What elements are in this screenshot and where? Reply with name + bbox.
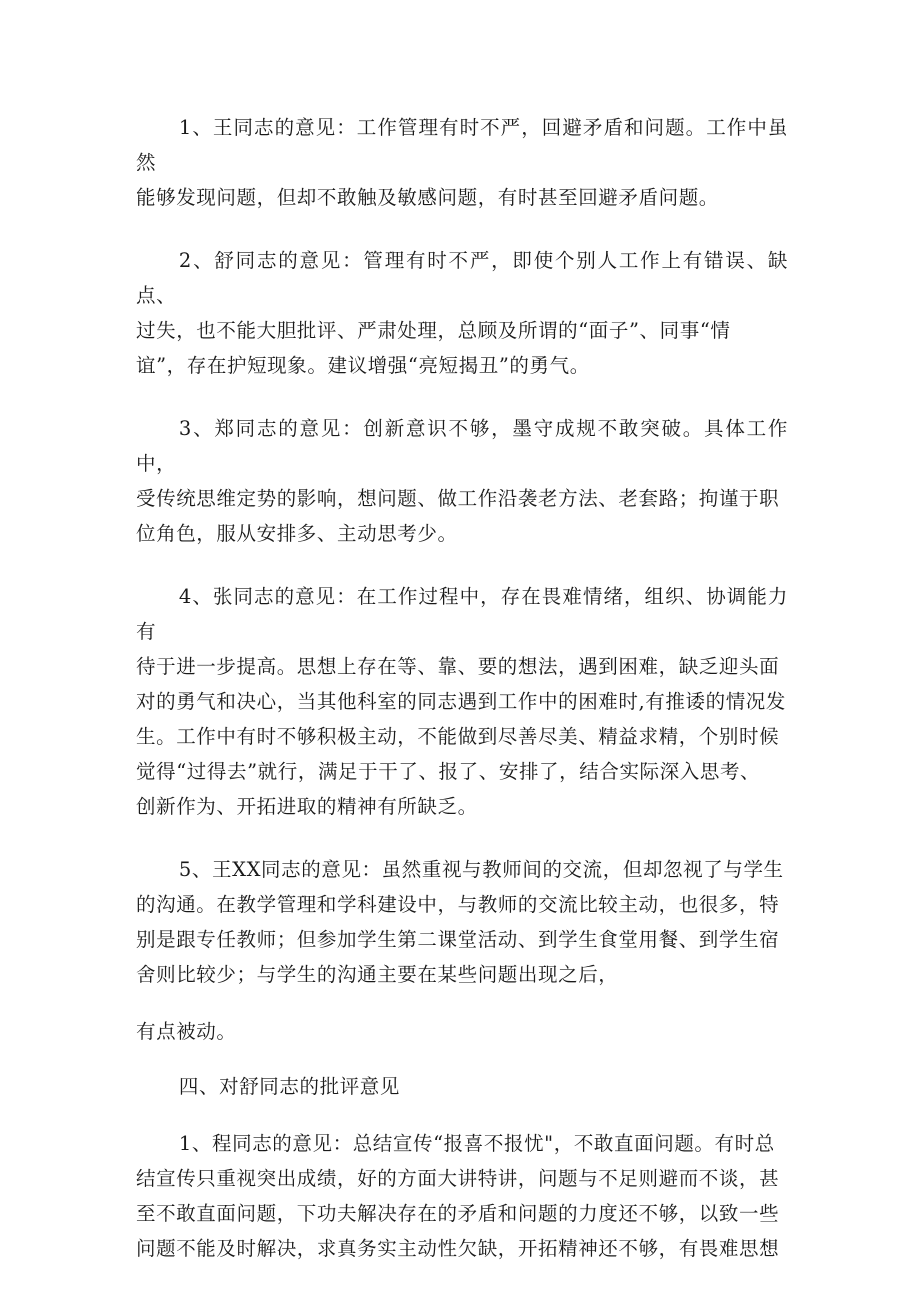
- paragraph-cheng-opinion: 1、程同志的意见：总结宣传“报喜不报忧"，不敢直面问题。有时总 结宣传只重视突出成绩，好的方面大讲特讲，问题与不足则避而不谈，甚 至不敢直面问题，下功夫解决存在的矛盾和问题的力度还不够，以致一些 问题不能及时解决，求真务实主动性欠缺，开拓精神还不够，有畏难思想: [136, 1132, 780, 1260]
- document-body: [136, 110, 788, 1266]
- paragraph-zhang-opinion: 4、张同志的意见：在工作过程中，存在畏难情绪，组织、协调能力有 待于进一步提高。思想上存在等、靠、要的想法，遇到困难，缺乏迎头面 对的勇气和决心，当其他科室的同志遇到工作中的困难时,有推诿的情况发 生。工作中有时不够积极主动，不能做到尽善尽美、精益求精，个别时候 觉得“过得去”就行，满足于干了、报了、安排了，结合实际深入思考、 创新作为、开拓进取的精神有所缺乏。: [136, 585, 788, 818]
- paragraph-continuation: 有点被动。: [136, 1020, 237, 1043]
- section-heading: 四、对舒同志的批评意见: [178, 1075, 400, 1098]
- paragraph-wang-opinion: 1、王同志的意见：工作管理有时不严，回避矛盾和问题。工作中虽然 能够发现问题，但却不敢触及敏感问题，有时甚至回避矛盾问题。: [136, 116, 788, 209]
- paragraph-wangxx-opinion: 5、王XX同志的意见：虽然重视与教师间的交流，但却忽视了与学生 的沟通。在教学管理和学科建设中，与教师的交流比较主动，也很多，特 别是跟专任教师；但参加学生第二课堂活动、到学生食堂用餐、到学生宿 舍则比较少；与学生的沟通主要在某些问题出现之后，: [136, 858, 784, 986]
- paragraph-shu-opinion: 2、舒同志的意见：管理有时不严，即使个别人工作上有错误、缺点、 过失，也不能大胆批评、严肃处理，总顾及所谓的“面子”、同事“情 谊”，存在护短现象。建议增强“亮短揭丑”的勇气。: [136, 249, 788, 377]
- paragraph-zheng-opinion: 3、郑同志的意见：创新意识不够，墨守成规不敢突破。具体工作中， 受传统思维定势的影响，想问题、做工作沿袭老方法、老套路；拘谨于职 位角色，服从安排多、主动思考少。: [136, 417, 788, 545]
